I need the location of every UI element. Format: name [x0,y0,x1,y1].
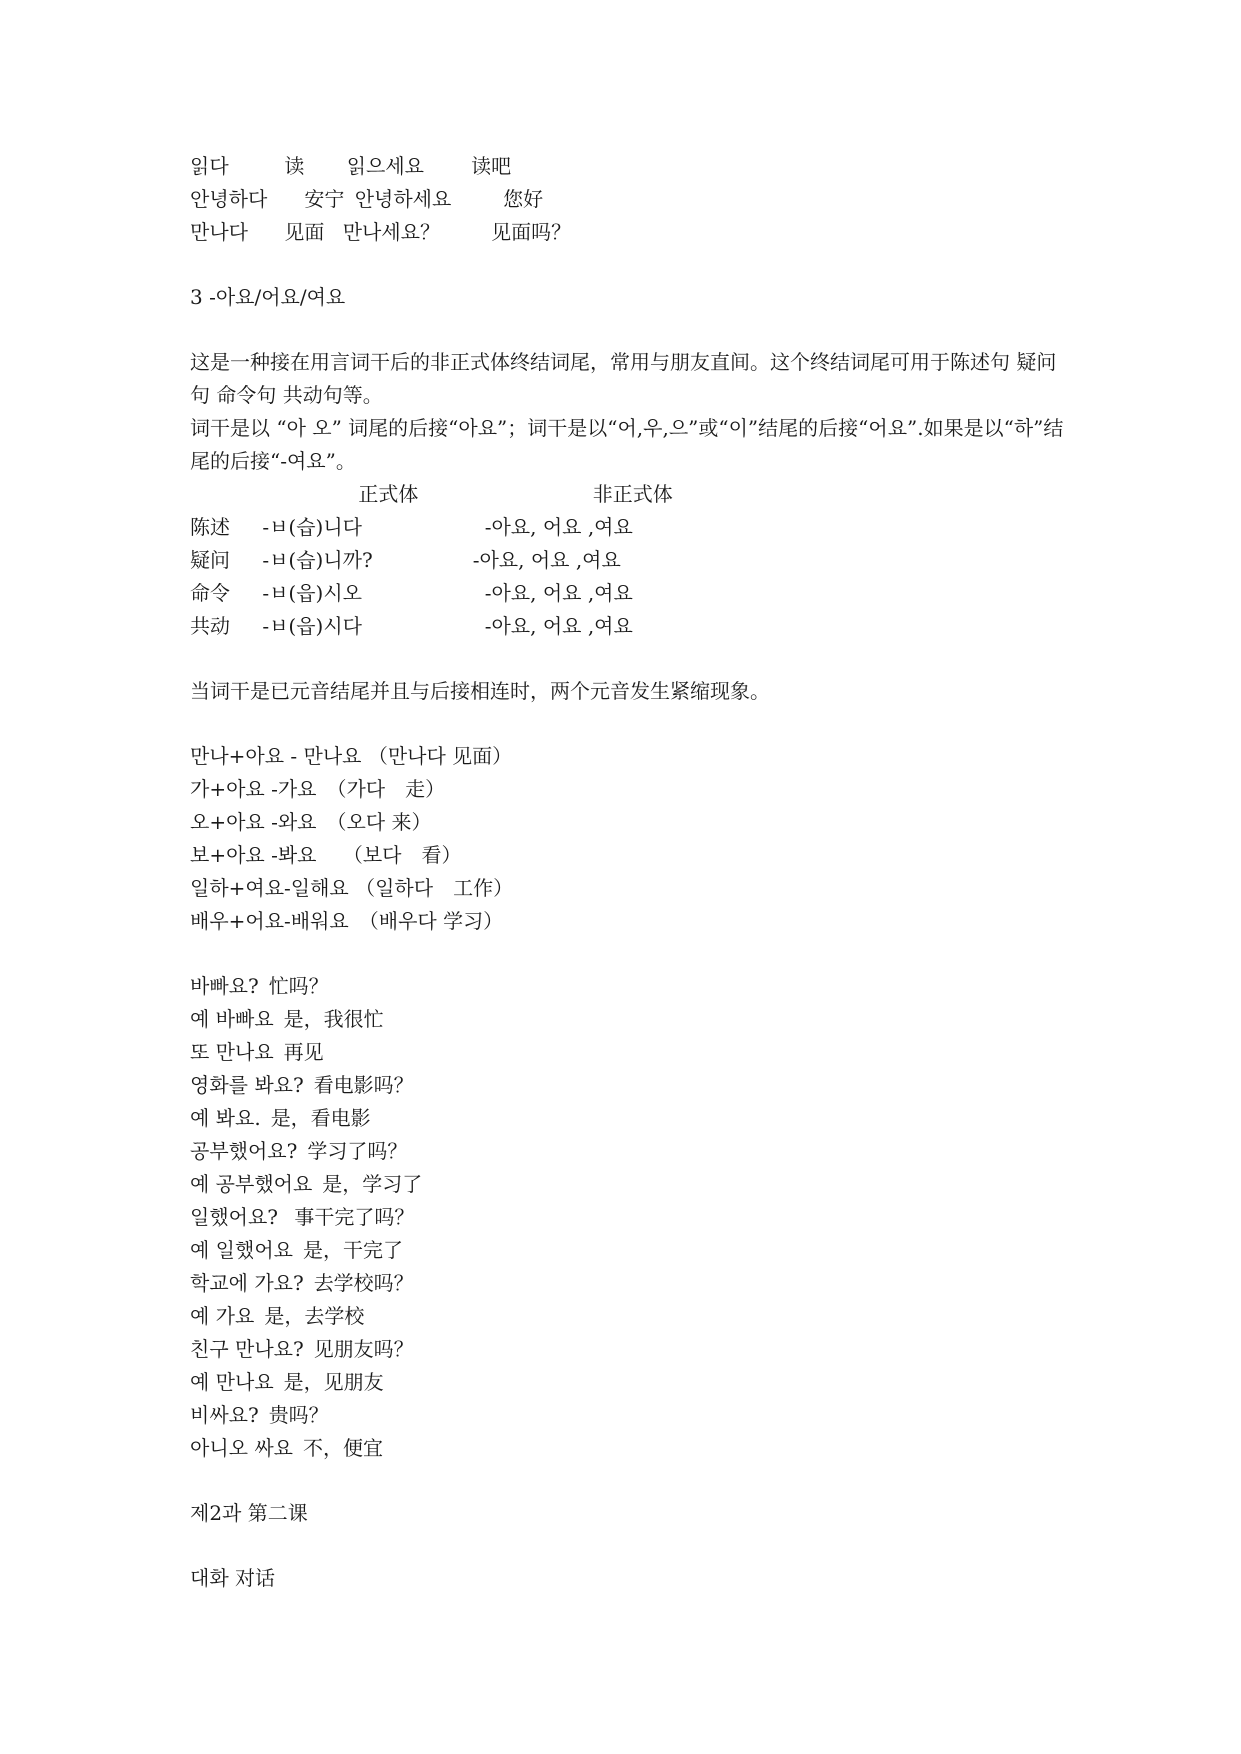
dialogue-korean: 일했어요? [190,1205,279,1229]
dialogue-chinese: 是，我很忙 [283,1007,384,1031]
dialogue-chinese: 看电影吗？ [313,1073,414,1097]
dialogue-korean: 친구 만나요? [190,1337,304,1361]
dialogue-chinese: 去学校吗？ [313,1271,414,1295]
informal-ending: -아요, 어요 ,여요 [484,581,633,605]
vocab-row [190,183,1070,216]
dialogue-korean: 예 봐요. [190,1106,261,1130]
vocab-korean: 만나다 [190,220,248,244]
dialogue-line [190,1399,1070,1432]
sentence-type: 共动 [190,614,230,638]
dialogue-korean: 예 일했어요 [190,1238,293,1262]
dialogue-chinese: 是，看电影 [270,1106,371,1130]
lesson-title: 제2과 第二课 [190,1501,308,1525]
vocab-polite-form: 읽으세요 [346,154,424,178]
dialogue-chinese: 忙吗？ [268,974,329,998]
contraction-example: 배우+어요-배워요 （배우다 学习） [190,909,504,933]
document-page [190,150,1070,1595]
table-header-formal: 正式体 [358,482,419,506]
formal-ending: -ㅂ(읍)시다 [262,614,363,638]
vocab-polite-form: 만나세요？ [342,220,440,244]
dialogue-chinese: 事干完了吗？ [288,1205,415,1229]
contraction-note: 当词干是已元音结尾并且与后接相连时，两个元音发生紧缩现象。 [190,679,770,703]
vocab-row [190,216,1070,249]
dialogue-heading: 대화 对话 [190,1566,275,1590]
dialogue-line [190,1003,1070,1036]
vocab-meaning: 您好 [503,187,544,211]
dialogue-korean: 아니오 싸요 [190,1436,293,1460]
dialogue-korean: 또 만나요 [190,1040,274,1064]
dialogue-korean: 영화를 봐요? [190,1073,304,1097]
rule-paragraph: 词干是以 “아 오” 词尾的后接“아요”；词干是以“어,우,으”或“이”结尾的后接“어요”.如果是以“하”结尾的后接“-여요”。 [190,416,1064,473]
dialogue-korean: 예 가요 [190,1304,255,1328]
informal-ending: -아요, 어요 ,여요 [484,515,633,539]
table-header-informal: 非正式体 [592,482,673,506]
vocab-chinese: 安宁 [304,187,345,211]
dialogue-chinese: 学习了吗？ [307,1139,408,1163]
dialogue-chinese: 是，干完了 [302,1238,403,1262]
dialogue-korean: 예 공부했어요 [190,1172,313,1196]
dialogue-chinese: 再见 [283,1040,324,1064]
vocab-chinese: 见面 [284,220,325,244]
formal-ending: -ㅂ(습)니다 [262,515,363,539]
sentence-type: 陈述 [190,515,230,539]
vocab-row [190,150,1070,183]
formal-ending: -ㅂ(습)니까? [262,548,373,572]
sentence-type: 疑问 [190,548,230,572]
dialogue-line [190,1333,1070,1366]
dialogue-line [190,1135,1070,1168]
formal-ending: -ㅂ(읍)시오 [262,581,363,605]
dialogue-line [190,1300,1070,1333]
vocab-korean: 읽다 [190,154,229,178]
dialogue-line [190,970,1070,1003]
informal-ending: -아요, 어요 ,여요 [472,548,621,572]
dialogue-korean: 바빠요? [190,974,259,998]
dialogue-chinese: 见朋友吗？ [313,1337,414,1361]
dialogue-korean: 예 만나요 [190,1370,274,1394]
dialogue-korean: 학교에 가요? [190,1271,304,1295]
vocab-polite-form: 안녕하세요 [354,187,452,211]
vocab-meaning: 见面吗？ [491,220,572,244]
table-header [190,478,1070,511]
dialogue-chinese: 是，学习了 [322,1172,423,1196]
informal-ending: -아요, 어요 ,여요 [484,614,633,638]
vocab-chinese: 读 [284,154,305,178]
contraction-example: 일하+여요-일해요 （일하다 工作） [190,876,514,900]
dialogue-korean: 공부했어요? [190,1139,298,1163]
contraction-example: 만나+아요 - 만나요 （만나다 见面） [190,744,513,768]
dialogue-line [190,1036,1070,1069]
contraction-example: 보+아요 -봐요 （보다 看） [190,843,462,867]
table-row [190,577,1070,610]
section-title: 3 -아요/어요/여요 [190,285,346,309]
dialogue-chinese: 是，去学校 [264,1304,365,1328]
intro-paragraph: 这是一种接在用言词干后的非正式体终结词尾，常用与朋友直间。这个终结词尾可用于陈述句 疑问句 命令句 共动句等。 [190,350,1057,407]
dialogue-chinese: 不，便宜 [302,1436,383,1460]
dialogue-chinese: 是，见朋友 [283,1370,384,1394]
dialogue-line [190,1234,1070,1267]
contraction-example: 오+아요 -와요 （오다 来） [190,810,432,834]
sentence-type: 命令 [190,581,230,605]
dialogue-line [190,1168,1070,1201]
dialogue-line [190,1366,1070,1399]
table-row [190,544,1070,577]
dialogue-line [190,1102,1070,1135]
table-row [190,511,1070,544]
dialogue-line [190,1069,1070,1102]
dialogue-line [190,1201,1070,1234]
dialogue-korean: 비싸요? [190,1403,259,1427]
vocab-meaning: 读吧 [471,154,512,178]
dialogue-korean: 예 바빠요 [190,1007,274,1031]
dialogue-line [190,1267,1070,1300]
dialogue-line [190,1432,1070,1465]
dialogue-chinese: 贵吗？ [268,1403,329,1427]
contraction-example: 가+아요 -가요 （가다 走） [190,777,446,801]
table-row [190,610,1070,643]
vocab-korean: 안녕하다 [190,187,268,211]
